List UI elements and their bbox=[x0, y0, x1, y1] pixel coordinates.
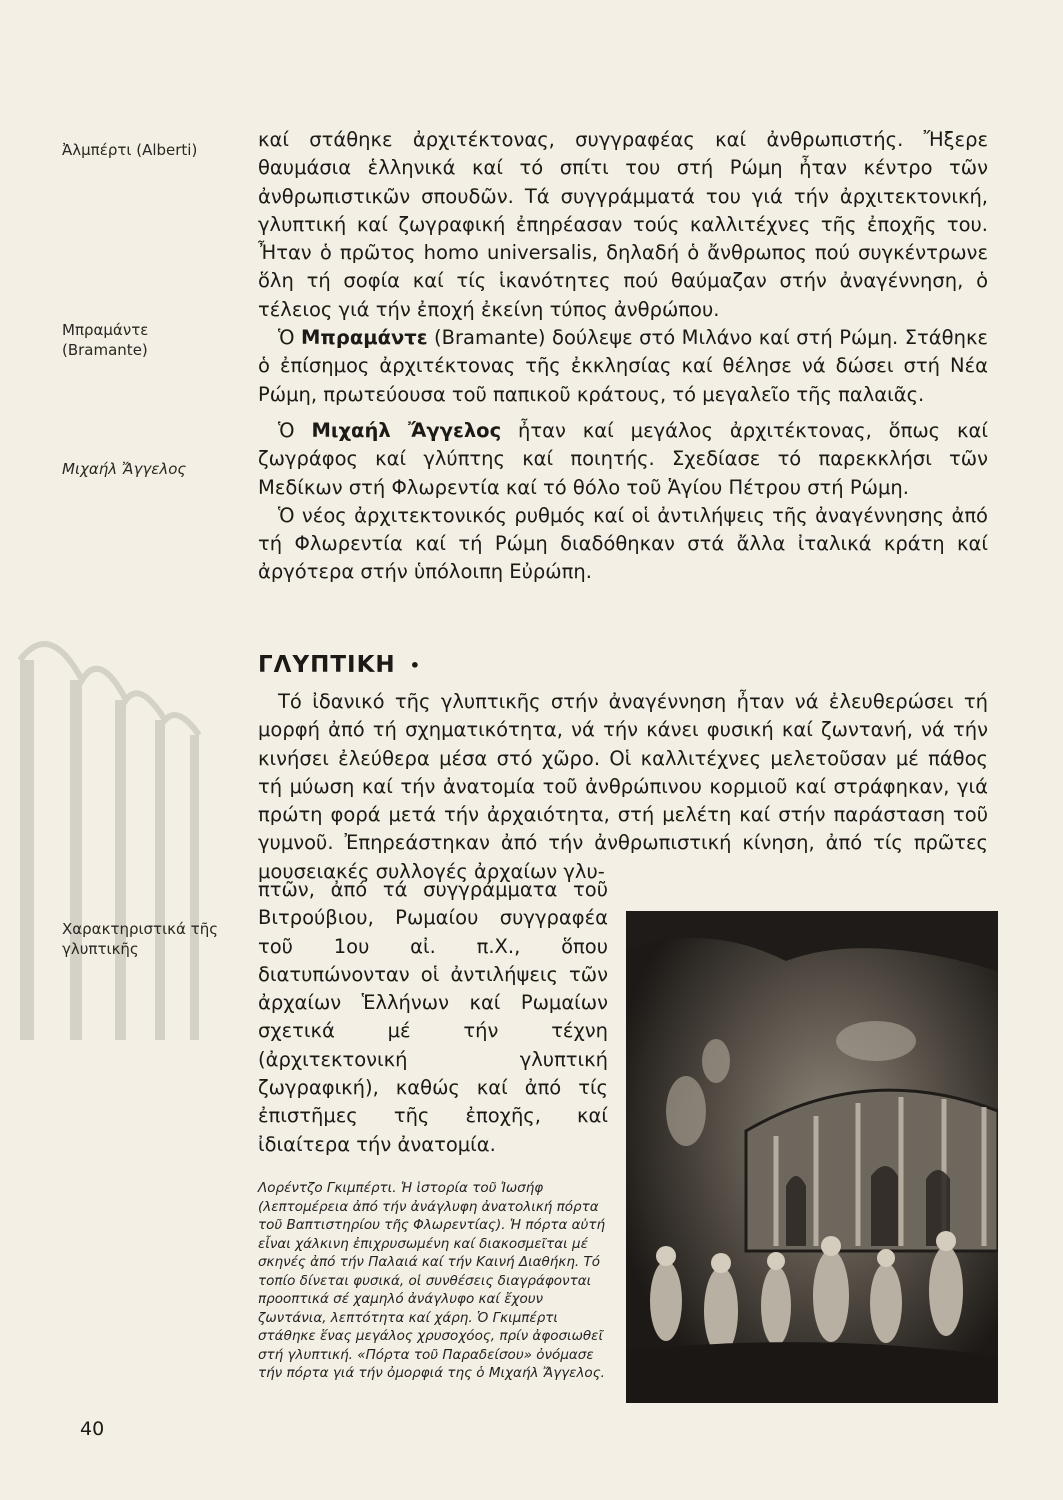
relief-drawing bbox=[626, 911, 998, 1403]
relief-caption: Λορέντζο Γκιμπέρτι. Ἡ ἱστορία τοῦ Ἰωσήφ (λεπτομέρεια ἀπό τήν ἀνάγλυφη ἀνατολική πόρτα τοῦ Βαπτιστηρίου τῆς Φλωρεντίας). Ἡ πόρτα αὐτή εἶναι χάλκινη ἐπιχρυσωμένη καί διακοσμεῖται μέ σκηνές ἀπό τήν Παλαιά καί τήν Καινή Διαθήκη. Τό τοπίο δίνεται φυσικά, οἱ συνθέσεις διαγράφονται προοπτικά σέ χαμηλό ἀνάγλυφο καί ἔχουν ζωντάνια, λεπτότητα καί χάρη. Ὁ Γκιμπέρτι στάθηκε ἕνας μεγάλος χρυσοχόος, πρίν ἀφοσιωθεῖ στή γλυπτική. «Πόρτα τοῦ Παραδείσου» ὀνόμασε τήν πόρτα γιά τήν ὀμορφιά της ὁ Μιχαήλ Ἄγγελος. bbox=[258, 1180, 606, 1381]
heading-marker: • bbox=[409, 656, 421, 675]
margin-note-sculpture-features: Χαρακτηριστικά τῆς γλυπτικῆς bbox=[62, 920, 218, 958]
section-heading-sculpture: ΓΛΥΠΤΙΚΗ • bbox=[258, 652, 421, 678]
margin-note-michelangelo: Μιχαήλ Ἄγγελος bbox=[62, 460, 187, 478]
sculpture-text-block bbox=[258, 688, 988, 886]
page-number: 40 bbox=[80, 1418, 105, 1440]
alberti-paragraph: καί στάθηκε ἀρχιτέκτονας, συγγραφέας καί ἀνθρωπιστής. Ἤξερε θαυμάσια ἑλληνικά καί τό σπίτι του στή Ρώμη ἦταν κέντρο τῶν ἀνθρωπιστικῶν σπουδῶν. Τά συγγράμματά του γιά τήν ἀρχιτεκτονική, γλυπτική καί ζωγραφική ἐπηρέασαν τούς καλλιτέχνες τῆς ἐποχῆς του. Ἦταν ὁ πρῶτος homo universalis, δηλαδή ὁ ἄνθρωπος πού συγκέντρωνε ὅλη τή σοφία καί τίς ἱκανότητες πού θαύμαζαν στήν ἀναγέννηση, ὁ τέλειος γιά τήν ἐποχή ἐκείνη τύπος ἀνθρώπου. bbox=[258, 128, 988, 321]
architecture-text-block bbox=[258, 126, 988, 587]
michelangelo-paragraph: Ὁ Μιχαήλ Ἄγγελος ἦταν καί μεγάλος ἀρχιτέκτονας, ὅπως καί ζωγράφος καί γλύπτης καί ποιητής. Σχεδίασε τό παρεκκλήσι τῶν Μεδίκων στή Φλωρεντία καί τό θόλο τοῦ Ἁγίου Πέτρου στή Ρώμη. bbox=[258, 418, 988, 499]
bramante-paragraph: Ὁ Μπραμάντε (Bramante) δούλεψε στό Μιλάνο καί στή Ρώμη. Στάθηκε ὁ ἐπίσημος ἀρχιτέκτονας τῆς ἐκκλησίας καί θέλησε νά δώσει στή Νέα Ρώμη, πρωτεύουσα τοῦ παπικοῦ κράτους, τό μεγαλεῖο τῆς παλαιᾶς. bbox=[258, 326, 988, 406]
ghost-colonnade-image bbox=[0, 620, 240, 1060]
margin-note-bramante: Μπραμάντε (Bramante) bbox=[62, 321, 149, 359]
renaissance-spread-paragraph: Ὁ νέος ἀρχιτεκτονικός ρυθμός καί οἱ ἀντιλήψεις τῆς ἀναγέννησης ἀπό τή Φλωρεντία καί τή Ρώμη διαδόθηκαν στά ἄλλα ἰταλικά κράτη καί ἀργότερα στήν ὑπόλοιπη Εὐρώπη. bbox=[258, 503, 988, 584]
margin-note-alberti: Ἀλμπέρτι (Alberti) bbox=[62, 141, 198, 159]
bramante-name: Μπραμάντε bbox=[301, 326, 428, 350]
sculpture-paragraph: Τό ἰδανικό τῆς γλυπτικῆς στήν ἀναγέννηση ἦταν νά ἐλευθερώσει τή μορφή ἀπό τή σχηματικότητα, νά τήν κάνει φυσική καί ζωντανή, νά τήν κινήσει ἐλεύθερα μέσα στό χῶρο. Οἱ καλλιτέχνες μελετοῦσαν μέ πάθος τή μύωση καί τήν ἀνατομία τοῦ ἀνθρώπινου κορμιοῦ καί στράφηκαν, γιά πρώτη φορά μετά τήν ἀρχαιότητα, στή μελέτη καί στήν παράσταση τοῦ γυμνοῦ. Ἐπηρεάστηκαν ἀπό τήν ἀνθρωπιστική κίνηση, ἀπό τίς πρῶτες μουσειακές συλλογές ἀρχαίων γλυ- bbox=[258, 690, 988, 883]
ghiberti-relief-image bbox=[626, 911, 998, 1403]
michelangelo-name: Μιχαήλ Ἄγγελος bbox=[311, 418, 502, 442]
sculpture-paragraph-continued: πτῶν, ἀπό τά συγγράμματα τοῦ Βιτρούβιου, Ρωμαίου συγγραφέα τοῦ 1ου αἰ. π.Χ., ὅπου διατυπώνονταν οἱ ἀντιλήψεις τῶν ἀρχαίων Ἑλλήνων καί Ρωμαίων σχετικά μέ τήν τέχνη (ἀρχιτεκτονική γλυπτική ζωγραφική), καθώς καί ἀπό τίς ἐπιστῆμες τῆς ἐποχῆς, καί ἰδιαίτερα τήν ἀνατομία. bbox=[258, 878, 608, 1156]
